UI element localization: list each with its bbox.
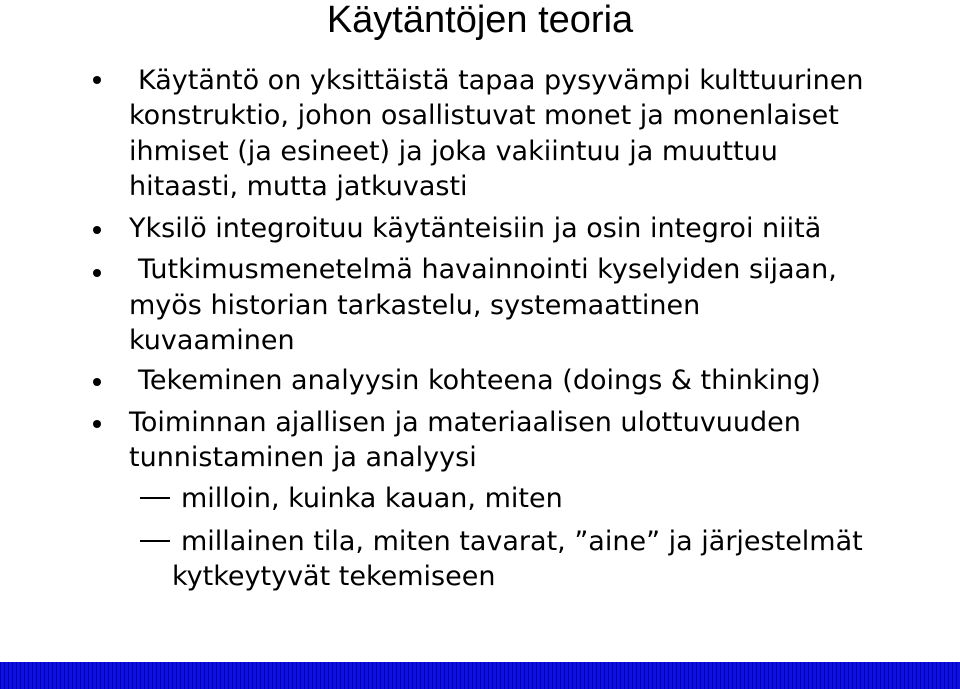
bullet-3-marker bbox=[93, 269, 101, 277]
sub-bullet-2-line-1: millainen tila, miten tavarat, ”aine” ja järjestelmät bbox=[181, 526, 863, 557]
bullet-5-line-1: Toiminnan ajallisen ja materiaalisen ulottuvuuden bbox=[129, 407, 801, 438]
bullet-2-marker bbox=[93, 226, 101, 234]
sub-bullet-2-dash bbox=[140, 540, 170, 542]
bullet-1-line-2: konstruktio, johon osallistuvat monet ja monenlaiset bbox=[129, 100, 839, 131]
bullet-3-line-3: kuvaaminen bbox=[129, 325, 295, 356]
bullet-3-line-1: Tutkimusmenetelmä havainnointi kyselyiden sijaan, bbox=[138, 254, 837, 285]
footer-bar bbox=[0, 662, 960, 689]
bullet-1-line-1: Käytäntö on yksittäistä tapaa pysyvämpi kulttuurinen bbox=[138, 65, 864, 96]
bullet-1-line-4: hitaasti, mutta jatkuvasti bbox=[129, 171, 468, 202]
bullet-3-line-2: myös historian tarkastelu, systemaattinen bbox=[129, 290, 701, 321]
sub-bullet-2-line-2: kytkeytyvät tekemiseen bbox=[172, 561, 496, 592]
slide-title: Käytäntöjen teoria bbox=[326, 0, 634, 41]
bullet-5-line-2: tunnistaminen ja analyysi bbox=[129, 442, 477, 473]
bullet-2-line-1: Yksilö integroituu käytänteisiin ja osin integroi niitä bbox=[129, 213, 822, 244]
bullet-1-line-3: ihmiset (ja esineet) ja joka vakiintuu ja muuttuu bbox=[129, 136, 778, 167]
sub-bullet-1-line-1: milloin, kuinka kauan, miten bbox=[181, 483, 563, 514]
bullet-4-marker bbox=[93, 378, 101, 386]
bullet-5-marker bbox=[93, 420, 101, 428]
bullet-4-line-1: Tekeminen analyysin kohteena (doings & thinking) bbox=[138, 365, 821, 396]
bullet-1-marker bbox=[93, 76, 101, 84]
sub-bullet-1-dash bbox=[140, 497, 170, 499]
